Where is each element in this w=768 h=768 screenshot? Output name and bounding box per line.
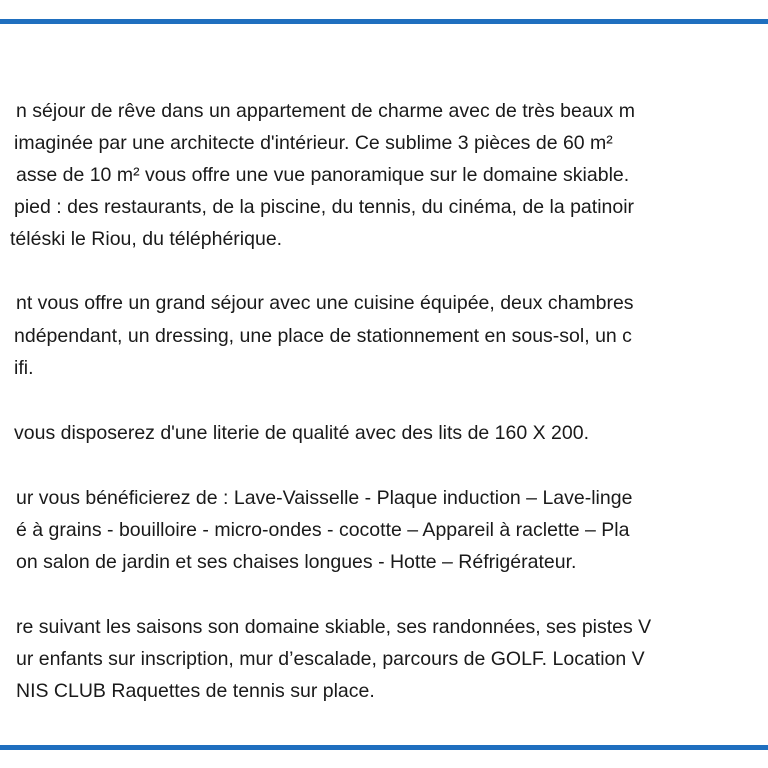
text-line: ur enfants sur inscription, mur d’escalade, parcours de GOLF. Location V [16, 648, 645, 670]
text-line: ifi. [14, 357, 34, 379]
bottom-border-rule [0, 745, 768, 750]
text-line: on salon de jardin et ses chaises longues - Hotte – Réfrigérateur. [16, 551, 577, 573]
text-line: NIS CLUB Raquettes de tennis sur place. [16, 680, 375, 702]
text-line: nt vous offre un grand séjour avec une cuisine équipée, deux chambres [16, 292, 634, 314]
text-line: vous disposerez d'une literie de qualité avec des lits de 160 X 200. [14, 422, 590, 444]
text-line: ur vous bénéficierez de : Lave-Vaisselle - Plaque induction – Lave-linge [16, 487, 633, 509]
text-line: é à grains - bouilloire - micro-ondes - cocotte – Appareil à raclette – Pla [16, 519, 630, 541]
text-line: imaginée par une architecte d'intérieur. Ce sublime 3 pièces de 60 m² [14, 132, 613, 154]
text-line: n séjour de rêve dans un appartement de charme avec de très beaux m [16, 100, 635, 122]
text-line: ndépendant, un dressing, une place de stationnement en sous-sol, un c [14, 325, 632, 347]
text-line: asse de 10 m² vous offre une vue panoramique sur le domaine skiable. [16, 164, 630, 186]
text-line: re suivant les saisons son domaine skiable, ses randonnées, ses pistes V [16, 616, 652, 638]
text-line: pied : des restaurants, de la piscine, du tennis, du cinéma, de la patinoir [14, 196, 635, 218]
text-line: téléski le Riou, du téléphérique. [10, 228, 283, 250]
